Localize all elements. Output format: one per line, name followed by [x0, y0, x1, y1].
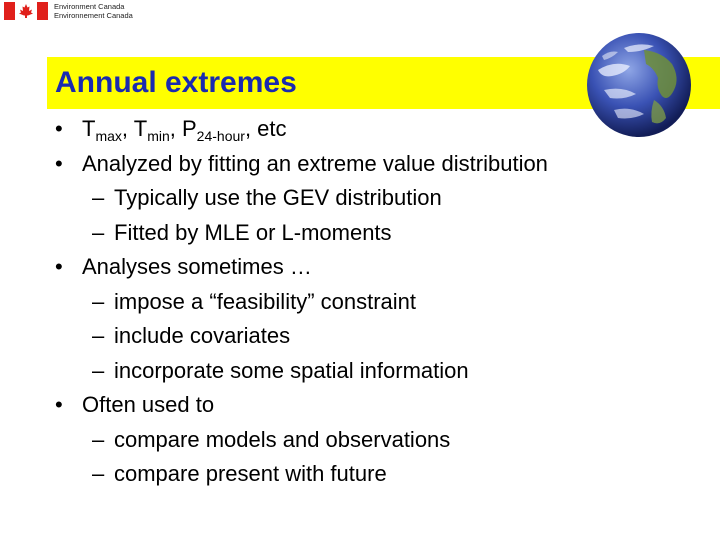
- list-item-text: Fitted by MLE or L-moments: [114, 219, 392, 245]
- bullet-icon: •: [55, 392, 63, 417]
- dash-icon: –: [92, 426, 105, 452]
- list-item-text: include covariates: [114, 323, 291, 348]
- list-item-text: compare models and observations: [114, 426, 451, 452]
- list-item: [55, 390, 695, 425]
- dash-icon: –: [92, 219, 105, 245]
- slide-title: Annual extremes: [55, 66, 297, 99]
- variables-item: [82, 114, 287, 151]
- var-t: T: [82, 116, 96, 141]
- list-item: [55, 459, 695, 494]
- var-p-sub-24-hour: 24-hour: [196, 128, 245, 144]
- list-item-text: Analyzed by fitting an extreme value distribution: [82, 150, 548, 176]
- dash-icon: –: [92, 357, 105, 383]
- list-item: [55, 425, 695, 460]
- dash-icon: –: [92, 461, 105, 486]
- bullet-icon: •: [55, 254, 63, 279]
- dash-icon: –: [92, 288, 105, 314]
- list-item: [55, 183, 695, 218]
- list-item-text: impose a “feasibility” constraint: [114, 288, 417, 314]
- list-item: [55, 287, 695, 322]
- agency-name: [54, 3, 133, 20]
- canada-flag-logo: [4, 2, 48, 20]
- bullet-icon: •: [55, 150, 63, 176]
- list-item-text: Analyses sometimes …: [82, 254, 312, 279]
- separator: ,: [169, 116, 182, 141]
- dash-icon: –: [92, 185, 105, 210]
- list-item: [55, 149, 695, 184]
- slide-content: [55, 114, 695, 494]
- etc-text: , etc: [244, 116, 287, 141]
- list-item-text: Often used to: [82, 392, 215, 417]
- list-item-text: Typically use the GEV distribution: [114, 185, 442, 210]
- list-item-text: compare present with future: [114, 461, 387, 486]
- agency-name-fr: Environnement Canada: [54, 10, 133, 20]
- list-item: [55, 356, 695, 391]
- list-item: [55, 114, 695, 149]
- list-item-text: incorporate some spatial information: [114, 357, 469, 383]
- var-t: T: [133, 116, 148, 141]
- agency-name-en: Environment Canada: [54, 2, 125, 11]
- list-item: [55, 218, 695, 253]
- var-t-sub-min: min: [147, 128, 170, 144]
- list-item: [55, 252, 695, 287]
- list-item: [55, 321, 695, 356]
- dash-icon: –: [92, 323, 105, 348]
- var-t-sub-max: max: [95, 128, 122, 144]
- bullet-icon: •: [55, 116, 63, 141]
- separator: ,: [121, 116, 134, 141]
- var-p: P: [181, 116, 197, 141]
